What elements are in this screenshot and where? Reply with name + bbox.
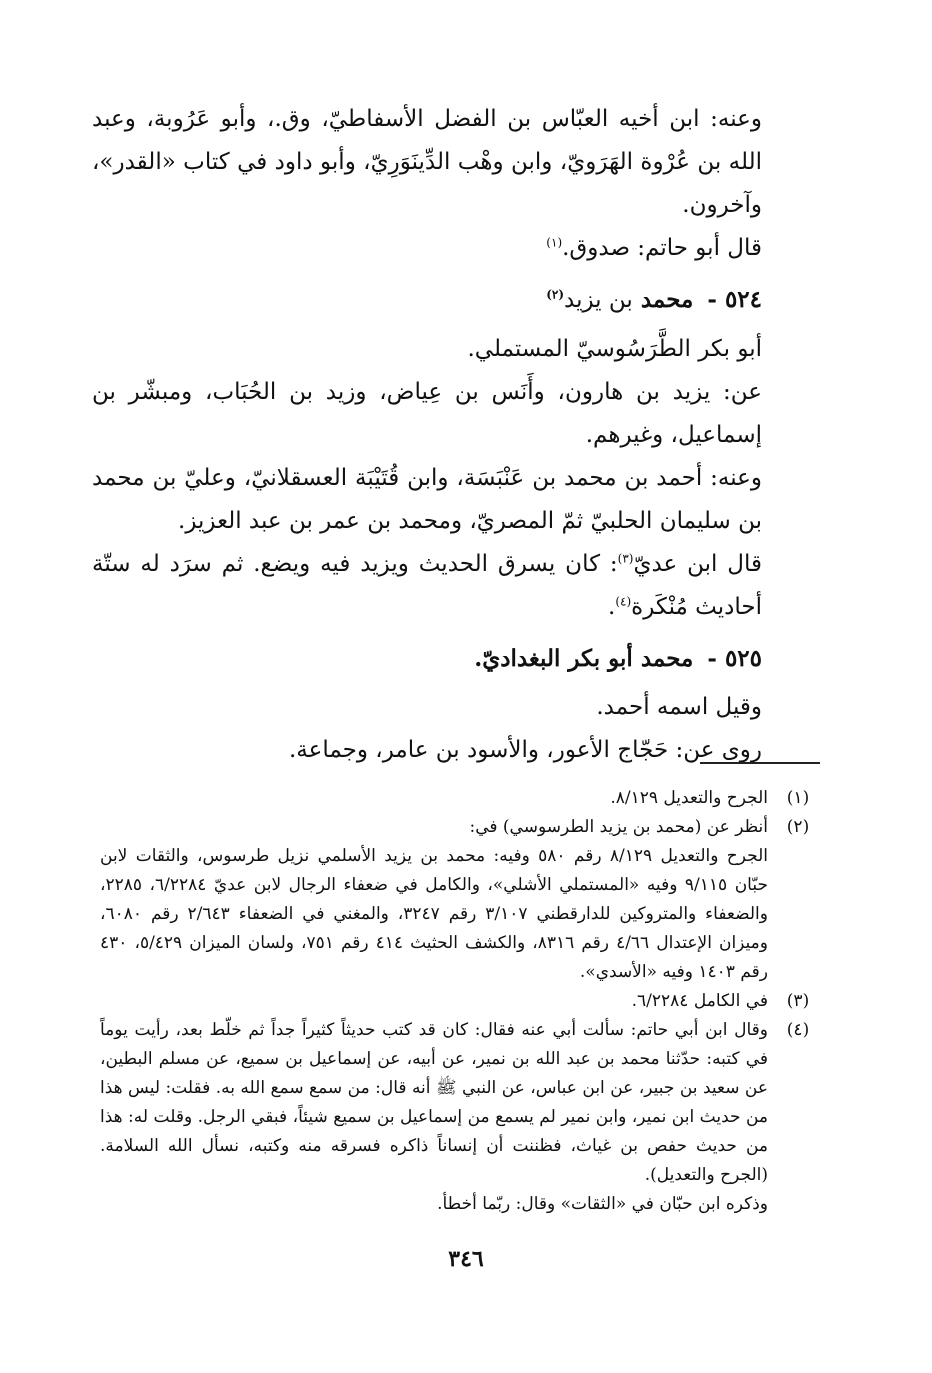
footnote-ref-4[interactable]: (٤) (615, 594, 632, 609)
footnote-number: (٣) (786, 991, 810, 1011)
footnote-line: أنظر عن (محمد بن يزيد الطرسوسي) في: (469, 817, 768, 837)
footnote-line: وقال ابن أبي حاتم: سألت أبي عنه فقال: كان قد كتب حديثاً كثيراً جداً ثم خلّط بعد، رأيت يوماً في كتبه: حدّثنا محمد بن عبد الله بن نمير، عن أبيه، عن إسماعيل بن سميع، عن مسلم البطين، عن سعيد بن جبير، عن ابن عباس، عن النبي ﷺ أنه قال: من سمع سمع الله به. فقلت: ليس هذا من حديث ابن نمير، وابن نمير لم يسمع من إسماعيل بن سميع شيئاً، فبقي الرجل. وقلت له: هذا من حديث حفص بن غياث، فظننت أن إنساناً ذاكره فسرقه منه وكتبه، نسأل الله السلامة. (الجرح والتعديل). (100, 1020, 768, 1185)
paragraph-students: وعنه: أحمد بن محمد بن عَنْبَسَة، وابن قُتَيْبَة العسقلانيّ، وعليّ بن محمد بن سليمان الحلبيّ ثمّ المصريّ، ومحمد بن عمر بن عبد العزيز. (92, 465, 762, 534)
footnote-body (100, 784, 768, 813)
main-text (92, 98, 814, 772)
entry-525-number: ٥٢٥ - (707, 645, 762, 672)
footnote-1 (100, 784, 828, 813)
footnote-line: الجرح والتعديل ٨/١٢٩. (610, 788, 768, 808)
footnote-ref-1[interactable]: (١) (546, 235, 563, 250)
entry-524-number: ٥٢٤ - (707, 286, 762, 313)
paragraph-kunya: أبو بكر الطَّرَسُوسيّ المستملي. (467, 336, 762, 362)
footnote-separator (700, 762, 820, 764)
ibn-adi-end: . (608, 594, 616, 620)
paragraph-teachers: عن: يزيد بن هارون، وأَنَس بن عِياض، وزيد بن الحُبَاب، ومبشّر بن إسماعيل، وغيرهم. (92, 379, 762, 448)
entry-524-heading (92, 278, 814, 322)
paragraph-ibn-adi (92, 543, 814, 629)
paragraph-narrated-from: روى عن: حَجّاج الأعور، والأسود بن عامر، وجماعة. (288, 737, 762, 763)
page-number: ٣٤٦ (448, 1246, 484, 1272)
footnote-4 (100, 1016, 828, 1219)
footnote-line: وذكره ابن حبّان في «الثقات» وقال: ربّما أخطأ. (437, 1194, 768, 1214)
footnote-ref-3[interactable]: (٣) (617, 551, 634, 566)
footnotes (100, 784, 828, 1219)
entry-524-name: محمد (640, 286, 694, 313)
ibn-adi-lead: قال ابن عديّ (633, 551, 762, 577)
footnote-line: في الكامل ٦/٢٢٨٤. (631, 991, 768, 1011)
footnote-ref-2[interactable]: (٢) (546, 287, 565, 302)
footnote-body (100, 813, 768, 987)
footnote-number: (٤) (786, 1020, 810, 1040)
footnote-number: (٢) (786, 817, 810, 837)
footnote-3 (100, 987, 828, 1016)
footnote-body (100, 1016, 768, 1219)
paragraph-narrators-from-him: وعنه: ابن أخيه العبّاس بن الفضل الأسفاطيّ، وق.، وأبو عَرُوبة، وعبد الله بن عُرْوة الهَرَويّ، وابن وهْب الدِّينَوَرِيّ، وأبو داود في كتاب «القدر»، وآخرون. (92, 106, 762, 218)
footnote-body (100, 987, 768, 1016)
footnote-number: (١) (786, 788, 810, 808)
footnote-2 (100, 813, 828, 987)
footnote-line: الجرح والتعديل ٨/١٢٩ رقم ٥٨٠ وفيه: محمد بن يزيد الأسلمي نزيل طرسوس، والثقات لابن حبّان ٩/١١٥ وفيه «المستملي الأشلي»، والكامل في ضعفاء الرجال لابن عديّ ٦/٢٢٨٤، ٢٢٨٥، والضعفاء والمتروكين للدارقطني ٣/١٠٧ رقم ٣٢٤٧، والمغني في الضعفاء ٢/٦٤٣ رقم ٦٠٨٠، وميزان الإعتدال ٤/٦٦ رقم ٨٣١٦، والكشف الحثيث ٤١٤ رقم ٧٥١، ولسان الميزان ٥/٤٢٩، ٤٣٠ رقم ١٤٠٣ وفيه «الأسدي». (100, 846, 768, 982)
abu-hatim-text: قال أبو حاتم: صدوق. (562, 235, 762, 261)
ibn-adi-statement: : كان يسرق الحديث ويزيد فيه ويضع. ثم سرَد له ستّة أحاديث مُنْكَرة (92, 551, 762, 620)
paragraph-alt-name: وقيل اسمه أحمد. (596, 694, 762, 720)
entry-524-name-rest: بن يزيد (564, 287, 633, 313)
entry-525-name: محمد أبو بكر البغداديّ. (474, 645, 694, 672)
paragraph-abu-hatim (92, 227, 814, 270)
entry-525-heading (92, 637, 814, 680)
